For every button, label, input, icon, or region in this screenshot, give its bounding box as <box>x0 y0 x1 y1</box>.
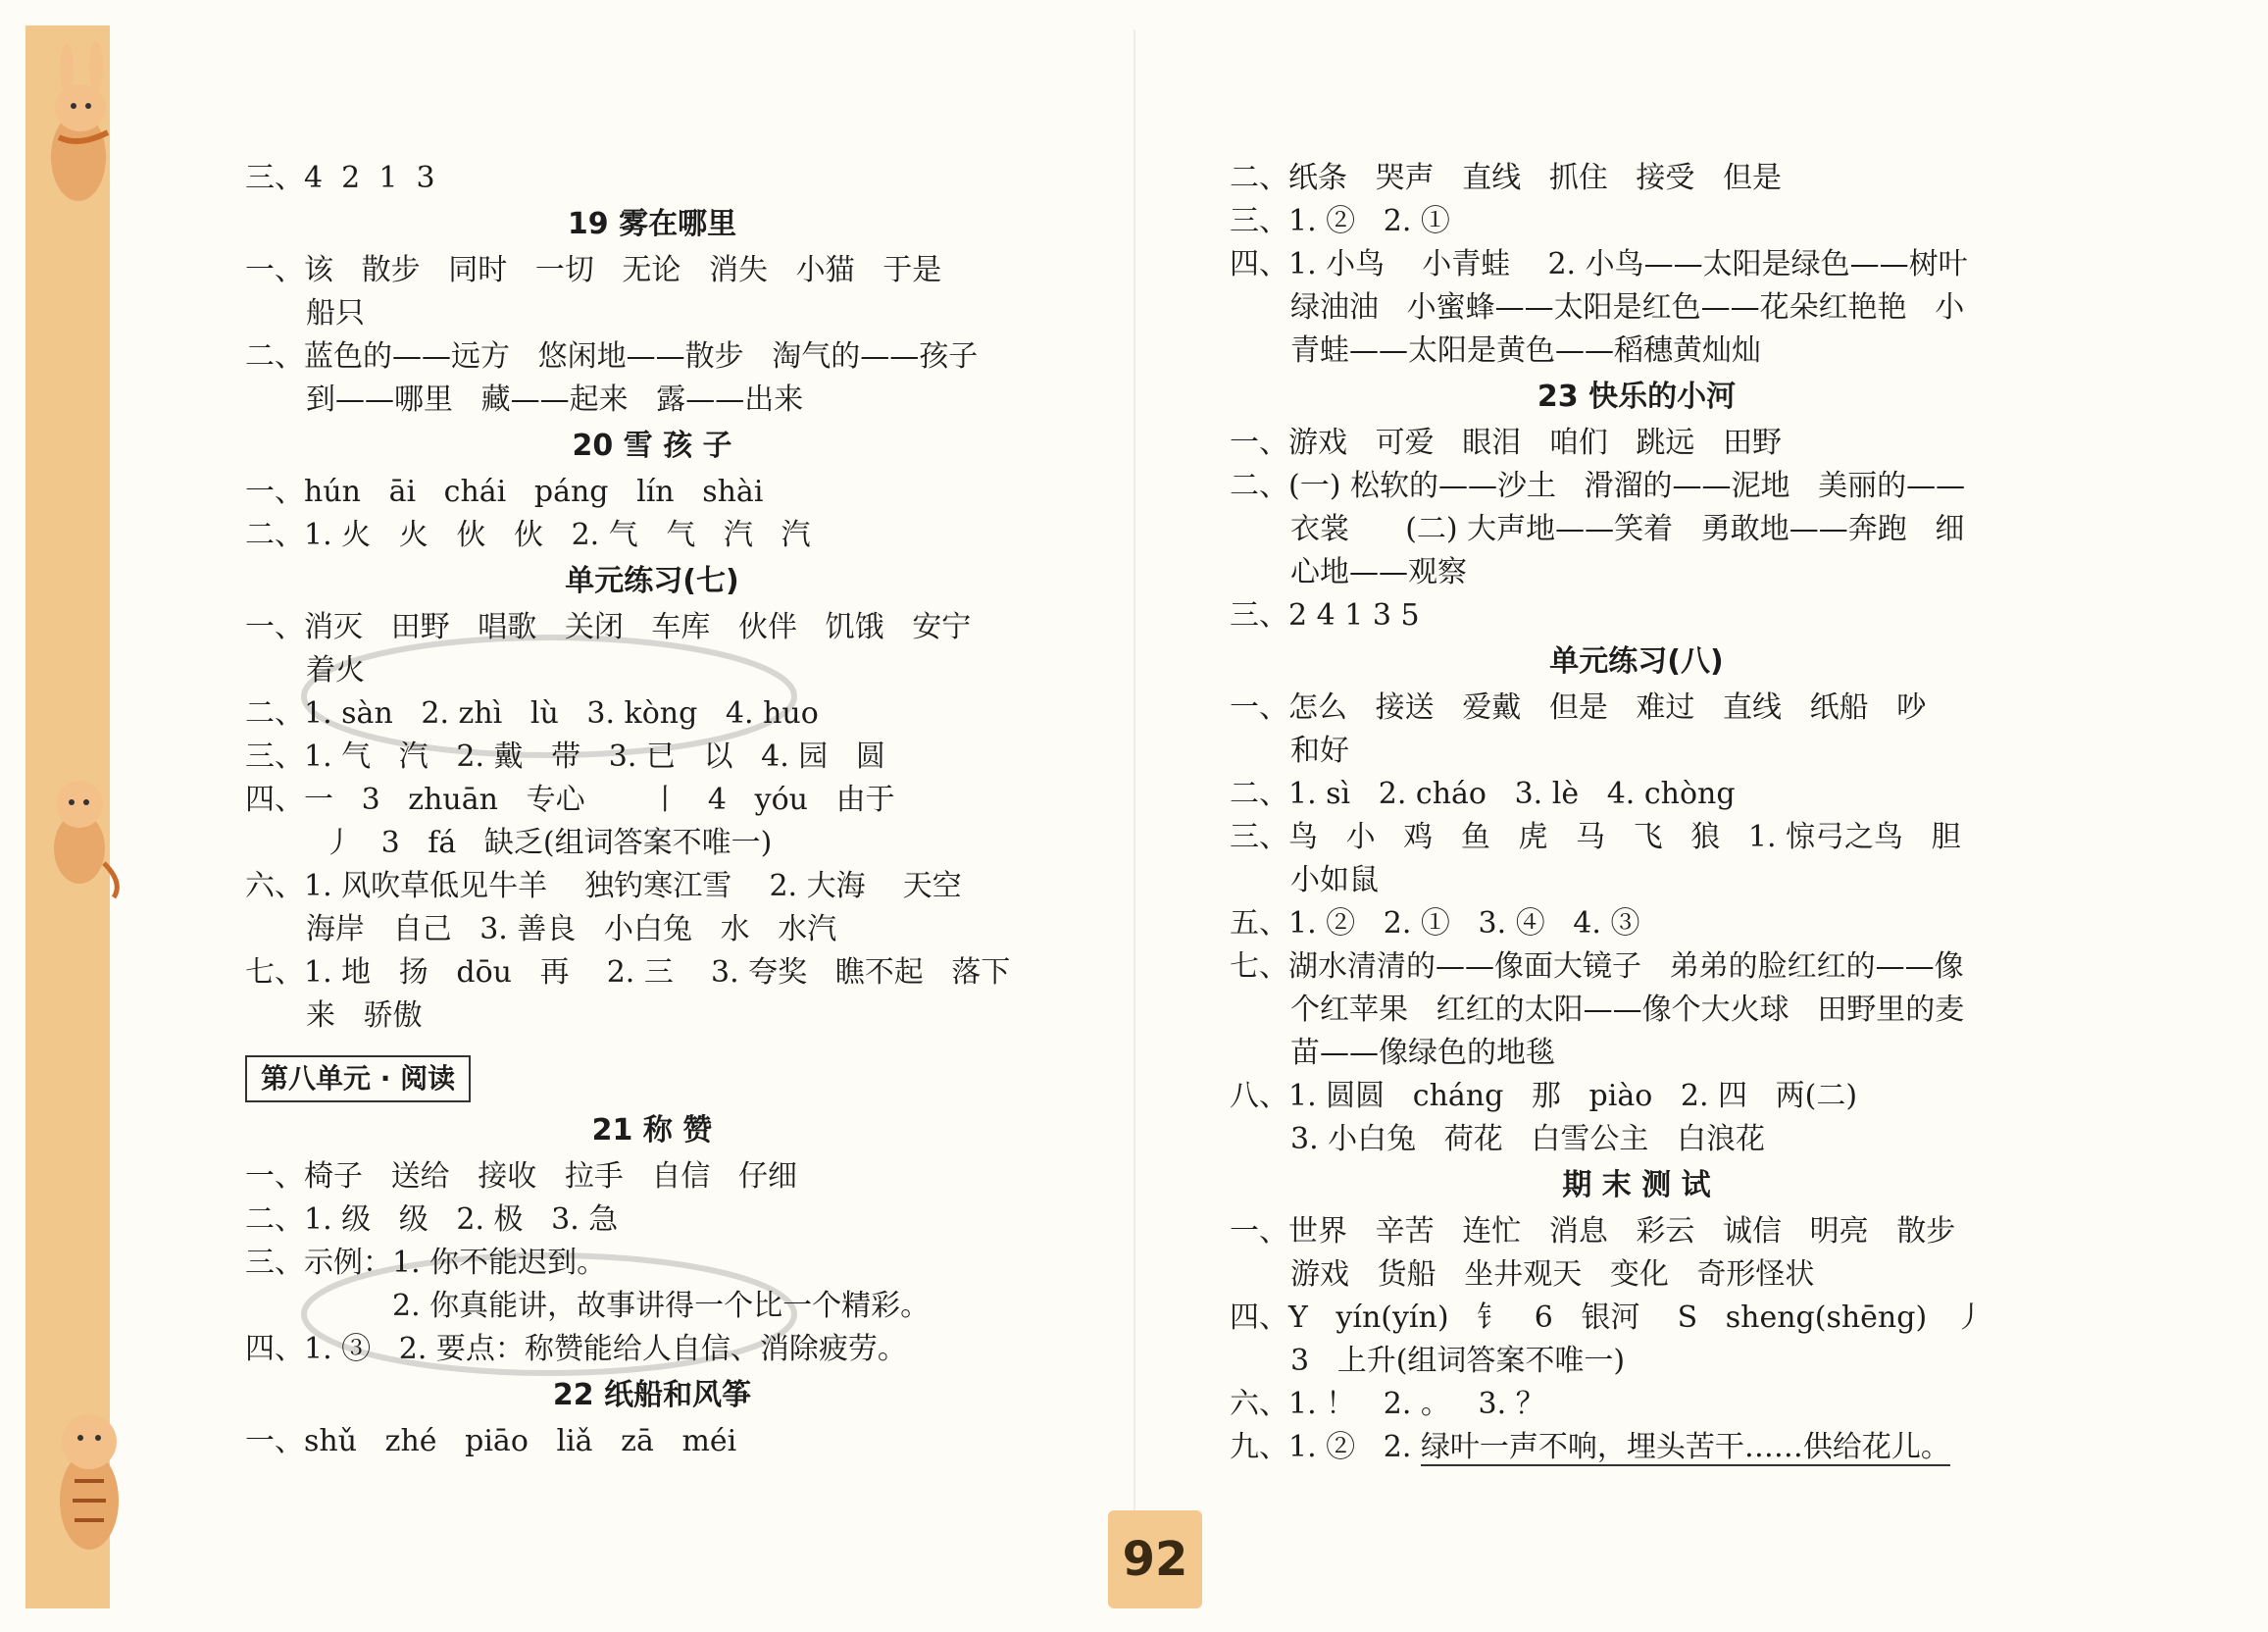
left-column <box>245 157 1186 1463</box>
answer-line: 三、1. 气 汽 2. 戴 带 3. 已 以 4. 园 圆 <box>245 740 885 774</box>
answer-line: 四、Y yín(yín) 钅 6 银河 S sheng(shēng) 丿 <box>1230 1300 1985 1335</box>
answer-line: 二、1. 火 火 伙 伙 2. 气 气 汽 汽 <box>245 518 811 552</box>
answer-line: 二、(一) 松软的——沙土 滑溜的——泥地 美丽的—— <box>1230 469 1966 503</box>
answer-line: 3. 小白兔 荷花 白雪公主 白浪花 <box>1290 1122 1765 1156</box>
answer-line: 二、1. 级 级 2. 极 3. 急 <box>245 1202 619 1237</box>
answer-line: 二、1. sì 2. cháo 3. lè 4. chòng <box>1230 777 1736 811</box>
answer-line: 船只 <box>306 296 365 331</box>
answer-line: 四、1. ③ 2. 要点：称赞能给人自信、消除疲劳。 <box>245 1332 907 1366</box>
answer-line: 2. 你真能讲，故事讲得一个比一个精彩。 <box>392 1289 931 1323</box>
answer-line: 青蛙——太阳是黄色——稻穗黄灿灿 <box>1290 333 1761 368</box>
final-test-heading: 期 末 测 试 <box>1562 1168 1711 1202</box>
lesson-heading: 20 雪 孩 子 <box>572 429 732 463</box>
answer-line: 七、1. 地 扬 dōu 再 2. 三 3. 夸奖 瞧不起 落下 <box>245 955 1011 990</box>
lesson-heading: 22 纸船和风筝 <box>552 1378 752 1412</box>
answer-line: 绿油油 小蜜蜂——太阳是红色——花朵红艳艳 小 <box>1290 290 1965 325</box>
answer-line: 丿 3 fá 缺乏(组词答案不唯一) <box>324 826 773 860</box>
answer-line: 六、1. ！ 2. 。 3. ？ <box>1230 1387 1545 1421</box>
answer-line: 三、2 4 1 3 5 <box>1230 598 1420 633</box>
answer-line: 一、hún āi chái páng lín shài <box>245 475 764 509</box>
answer-line: 着火 <box>306 653 365 688</box>
right-column <box>1230 157 2171 1469</box>
answer-line: 三、示例：1. 你不能迟到。 <box>245 1246 607 1280</box>
tiger-illustration <box>35 1373 143 1569</box>
answer-line: 六、1. 风吹草低见牛羊 独钓寒江雪 2. 大海 天空 <box>245 869 962 903</box>
monkey-illustration <box>25 755 133 902</box>
answer-line: 心地——观察 <box>1290 555 1467 589</box>
answer-line: 二、纸条 哭声 直线 抓住 接受 但是 <box>1230 161 1783 195</box>
lesson-heading: 21 称 赞 <box>591 1113 713 1148</box>
answer-line: 一、游戏 可爱 眼泪 咱们 跳远 田野 <box>1230 426 1783 460</box>
answer-line: 五、1. ② 2. ① 3. ④ 4. ③ <box>1230 906 1640 941</box>
answer-line: 一、怎么 接送 爱戴 但是 难过 直线 纸船 吵 <box>1230 690 1927 725</box>
answer-line: 一、椅子 送给 接收 拉手 自信 仔细 <box>245 1159 798 1194</box>
unit-exercise-heading: 单元练习(八) <box>1549 644 1724 679</box>
rabbit-illustration <box>20 39 147 235</box>
answer-line: 三、鸟 小 鸡 鱼 虎 马 飞 狼 1. 惊弓之鸟 胆 <box>1230 820 1961 854</box>
answer-line: 3 上升(组词答案不唯一) <box>1290 1344 1626 1378</box>
unit-exercise-heading: 单元练习(七) <box>565 564 739 598</box>
answer-line: 一、shǔ zhé piāo liǎ zā méi <box>245 1424 737 1458</box>
answer-line: 七、湖水清清的——像面大镜子 弟弟的脸红红的——像 <box>1230 949 1964 984</box>
answer-line: 小如鼠 <box>1290 863 1379 897</box>
answer-line: 四、1. 小鸟 小青蛙 2. 小鸟——太阳是绿色——树叶 <box>1230 247 1968 281</box>
answer-line: 衣裳 (二) 大声地——笑着 勇敢地——奔跑 细 <box>1290 512 1965 546</box>
answer-line: 游戏 货船 坐井观天 变化 奇形怪状 <box>1290 1257 1815 1292</box>
page-number: 92 <box>1108 1510 1202 1608</box>
answer-line: 来 骄傲 <box>306 998 423 1033</box>
answer-line: 二、蓝色的——远方 悠闲地——散步 淘气的——孩子 <box>245 339 979 374</box>
lesson-heading: 19 雾在哪里 <box>567 207 737 241</box>
underlined-answer: 绿叶一声不响，埋头苦干……供给花儿。 <box>1420 1430 1950 1464</box>
answer-line: 八、1. 圆圆 cháng 那 piào 2. 四 两(二) <box>1230 1079 1858 1113</box>
answer-line: 三、1. ② 2. ① <box>1230 204 1450 238</box>
answer-line: 四、一 3 zhuān 专心 丨 4 yóu 由于 <box>245 783 895 817</box>
answer-line: 一、该 散步 同时 一切 无论 消失 小猫 于是 <box>245 253 942 287</box>
answer-line: 二、1. sàn 2. zhì lù 3. kòng 4. huo <box>245 696 819 731</box>
answer-line: 和好 <box>1290 734 1349 768</box>
answer-line <box>1230 1426 2171 1469</box>
answer-line: 海岸 自己 3. 善良 小白兔 水 水汽 <box>306 912 837 946</box>
answer-line: 一、消灭 田野 唱歌 关闭 车库 伙伴 饥饿 安宁 <box>245 610 972 644</box>
answer-line: 到——哪里 藏——起来 露——出来 <box>306 382 804 417</box>
answer-prefix: 九、1. ② 2. <box>1230 1430 1421 1464</box>
section-title-box: 第八单元 · 阅读 <box>245 1055 471 1102</box>
lesson-heading: 23 快乐的小河 <box>1537 380 1737 414</box>
answer-line: 三、4 2 1 3 <box>245 161 435 195</box>
answer-line: 个红苹果 红红的太阳——像个大火球 田野里的麦 <box>1290 993 1965 1027</box>
answer-line: 一、世界 辛苦 连忙 消息 彩云 诚信 明亮 散步 <box>1230 1214 1956 1249</box>
answer-line: 苗——像绿色的地毯 <box>1290 1036 1555 1070</box>
